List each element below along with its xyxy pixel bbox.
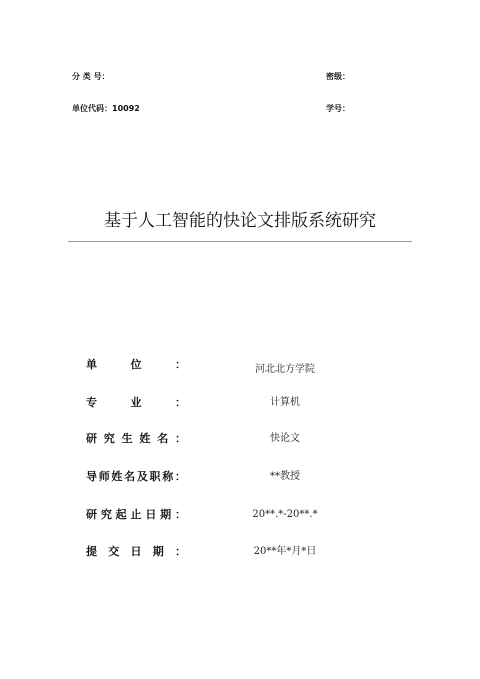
field-value-unit: 河北北方学院 [255, 364, 315, 375]
field-value-submit-date: 20**年*月*日 [253, 546, 317, 557]
unit-code-label: 单位代码： [72, 104, 112, 113]
unit-code-value: 10092 [112, 104, 140, 113]
title-divider [68, 241, 412, 242]
classification-label: 分 类 号： [72, 72, 110, 81]
field-label-major: 专 业 ： [86, 396, 186, 409]
field-label-submit-date: 提 交 日 期 ： [86, 545, 186, 558]
field-label-unit: 单 位 ： [86, 358, 186, 371]
field-label-research-period: 研 究 起 止 日 期 ： [86, 508, 186, 521]
field-value-research-period: 20**.*-20**.* [252, 509, 318, 520]
student-id-label: 学号： [326, 104, 350, 113]
field-value-major: 计算机 [270, 397, 300, 408]
field-label-advisor: 导 师 姓 名 及 职 称 ： [86, 470, 186, 483]
field-label-student-name: 研 究 生 姓 名 ： [86, 432, 186, 445]
field-value-student-name: 快论文 [270, 433, 300, 444]
secret-level-label: 密级： [326, 72, 350, 81]
thesis-title: 基于人工智能的快论文排版系统研究 [104, 211, 376, 231]
field-value-advisor: **教授 [270, 471, 300, 482]
unit-code [72, 104, 140, 114]
